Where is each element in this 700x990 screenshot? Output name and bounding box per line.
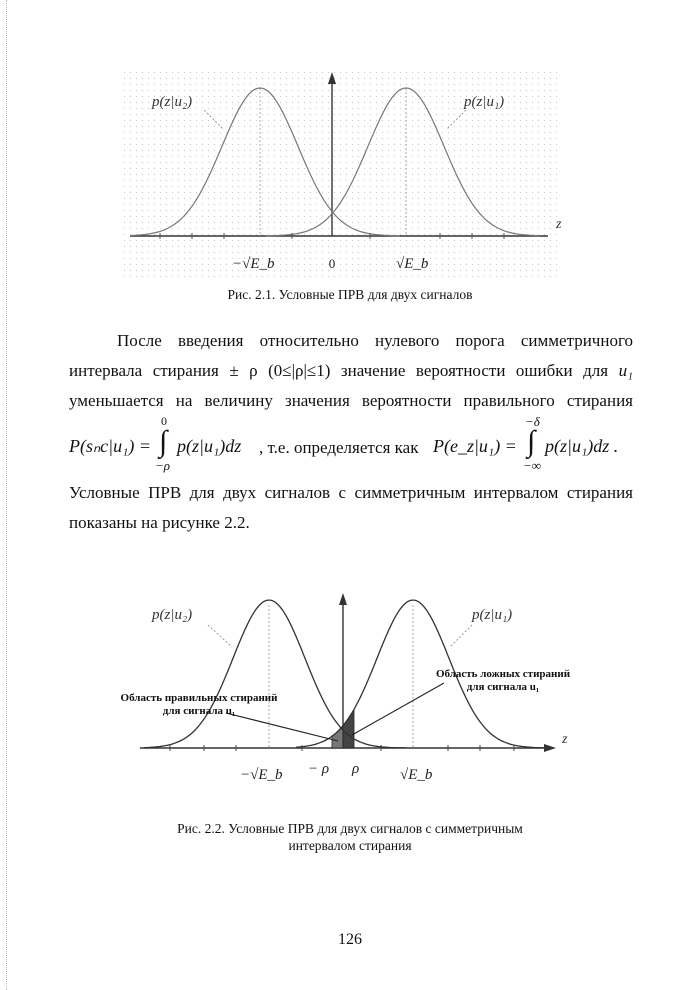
formula-connecting-text: , т.е. определяется как	[259, 438, 419, 457]
body-paragraph-1	[69, 326, 633, 416]
z-axis-label: z	[556, 217, 562, 232]
vertical-axis-arrow-icon	[339, 593, 347, 605]
z-axis-label: z	[562, 732, 568, 747]
formula-line	[69, 414, 639, 478]
formula-2-integrand: p(z|u₁)dz .	[545, 436, 619, 456]
note-false-erasures-line2: для сигнала u₁	[466, 681, 540, 693]
formula-2-integral-sign: ∫	[527, 425, 536, 458]
body-line-2-var: u₁	[618, 361, 633, 380]
body-line-2	[69, 356, 633, 386]
label-u1-leader	[450, 625, 472, 647]
tick-label-neg-rho: − ρ	[308, 761, 330, 777]
label-p-z-u2: p(z|u₂)	[152, 607, 193, 623]
false-erasure-region	[343, 709, 354, 748]
formula-1-integral-sign: ∫	[159, 425, 168, 458]
page-number: 126	[338, 931, 362, 948]
note-correct-erasures-line2: для сигнала u₁	[162, 705, 236, 717]
tick-label-pos-eb: √E_b	[396, 256, 429, 272]
note-false-erasures-line1: Область ложных стираний	[435, 668, 571, 680]
label-p-z-u2: p(z|u₂)	[152, 94, 193, 110]
label-p-z-u1: p(z|u₁)	[464, 94, 505, 110]
formula-1-lhs: P(sₙc|u₁) =	[69, 436, 152, 456]
correct-region-pointer	[226, 713, 338, 741]
body-line-6: показаны на рисунке 2.2.	[69, 513, 250, 532]
body-line-3: уменьшается на величину значения вероятности правильного стирания	[69, 391, 633, 410]
figure-2-1-caption: Рис. 2.1. Условные ПРВ для двух сигналов	[227, 287, 473, 302]
formula-1-integrand: p(z|u₁)dz	[177, 436, 242, 456]
tick-label-rho: ρ	[352, 761, 360, 777]
figure-2-2-caption-line-1: Рис. 2.2. Условные ПРВ для двух сигналов с симметричным	[177, 821, 523, 836]
tick-label-pos-eb: √E_b	[400, 767, 433, 783]
formula-2-upper-limit: −δ	[525, 414, 540, 429]
figure-2-1	[100, 60, 570, 285]
body-line-1: После введения относительно нулевого порога симметричного	[117, 331, 633, 350]
formula-1-lower-limit: −ρ	[155, 458, 171, 473]
tick-label-zero: 0	[328, 256, 336, 271]
body-paragraph-2	[69, 478, 633, 538]
tick-label-neg-eb: −√E_b	[232, 256, 275, 272]
label-u2-leader	[208, 625, 232, 647]
z-axis-arrow-icon	[544, 744, 556, 752]
note-correct-erasures-line1: Область правильных стираний	[120, 692, 278, 704]
body-line-5: Условные ПРВ для двух сигналов с симметричным интервалом стирания	[69, 483, 633, 502]
formula-2-lower-limit: −∞	[523, 458, 542, 473]
label-p-z-u1: p(z|u₁)	[472, 607, 513, 623]
formula-2-lhs: P(e_z|u₁) =	[433, 436, 517, 456]
body-line-2-text: интервала стирания ± ρ (0≤|ρ|≤1) значение вероятности ошибки для	[69, 361, 609, 380]
formula-1-upper-limit: 0	[161, 414, 167, 428]
figure-2-2	[100, 585, 580, 795]
figure-2-2-caption-line-2: интервалом стирания	[288, 838, 412, 853]
false-region-pointer	[352, 683, 444, 735]
tick-label-neg-eb: −√E_b	[240, 767, 283, 783]
